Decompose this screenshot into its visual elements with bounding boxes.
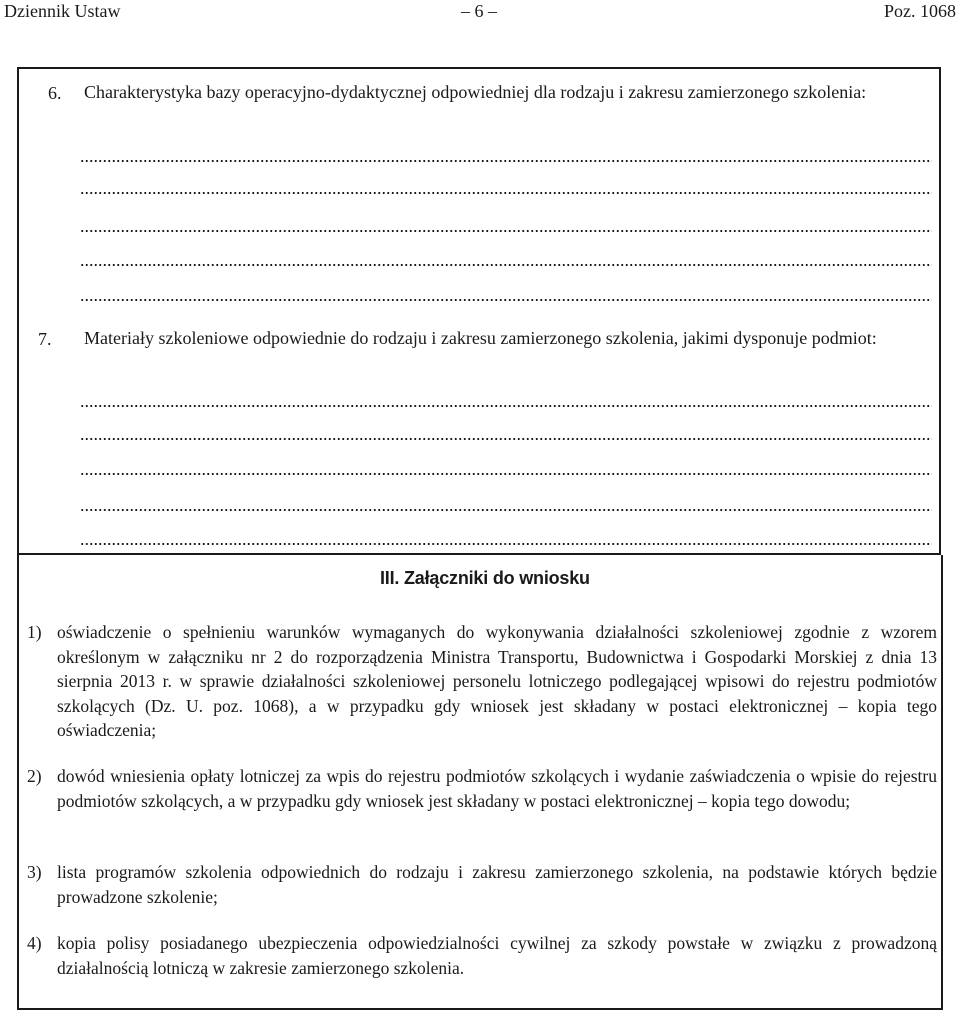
- section-7-label: Materiały szkoleniowe odpowiednie do rodzaju i zakresu zamierzonego szkolenia, jakimi dysponuje podmiot:: [84, 328, 877, 348]
- form-box-upper: [17, 67, 941, 555]
- attachment-1-text: oświadczenie o spełnieniu warunków wymaganych do wykonywania działalności szkoleniowej zgodnie z wzorem określonym w załączniku nr 2 do rozporządzenia Ministra Transportu, Budownictwa i Gospodarki Morskiej z dnia 13 sierpnia 2013 r. w sprawie działalności szkoleniowej personelu lotniczego podlegającej wpisowi do rejestru podmiotów szkolących (Dz. U. poz. 1068), a w przypadku gdy wniosek jest składany w postaci elektronicznej – kopia tego oświadczenia;: [57, 622, 937, 740]
- attachment-4-number: 4): [27, 933, 42, 953]
- page-number: – 6 –: [461, 1, 497, 21]
- section-7-number: 7.: [38, 329, 52, 349]
- section-7-fill-line[interactable]: [80, 509, 932, 511]
- section-6-number: 6.: [48, 83, 62, 103]
- attachment-3-text: lista programów szkolenia odpowiednich do rodzaju i zakresu zamierzonego szkolenia, na podstawie których będzie prowadzone szkolenie;: [57, 862, 937, 907]
- section-6-fill-line[interactable]: [80, 160, 932, 162]
- attachment-4-text: kopia polisy posiadanego ubezpieczenia odpowiedzialności cywilnej za szkody powstałe w związku z prowadzoną działalnością lotniczą w zakresie zamierzonego szkolenia.: [57, 933, 937, 978]
- section-6-fill-line[interactable]: [80, 299, 932, 301]
- section-7-fill-line[interactable]: [80, 438, 932, 440]
- section-6-fill-line[interactable]: [80, 192, 932, 194]
- position-number: Poz. 1068: [884, 1, 956, 21]
- section-6-fill-line[interactable]: [80, 230, 932, 232]
- attachment-2-text: dowód wniesienia opłaty lotniczej za wpis do rejestru podmiotów szkolących i wydanie zaświadczenia o wpisie do rejestru podmiotów szkolących, a w przypadku gdy wniosek jest składany w postaci elektronicznej – kopia tego dowodu;: [57, 766, 937, 811]
- journal-name: Dziennik Ustaw: [4, 1, 121, 21]
- section-6-label: Charakterystyka bazy operacyjno-dydaktycznej odpowiedniej dla rodzaju i zakresu zamierzonego szkolenia:: [84, 82, 867, 102]
- section-7-fill-line[interactable]: [80, 543, 932, 545]
- attachment-2-number: 2): [27, 766, 42, 786]
- attachment-1-number: 1): [27, 622, 42, 642]
- page-header: [0, 0, 960, 28]
- section-6-fill-line[interactable]: [80, 264, 932, 266]
- attachment-3-number: 3): [27, 862, 42, 882]
- attachments-heading: III. Załączniki do wniosku: [380, 568, 590, 588]
- section-7-fill-line[interactable]: [80, 405, 932, 407]
- section-7-fill-line[interactable]: [80, 473, 932, 475]
